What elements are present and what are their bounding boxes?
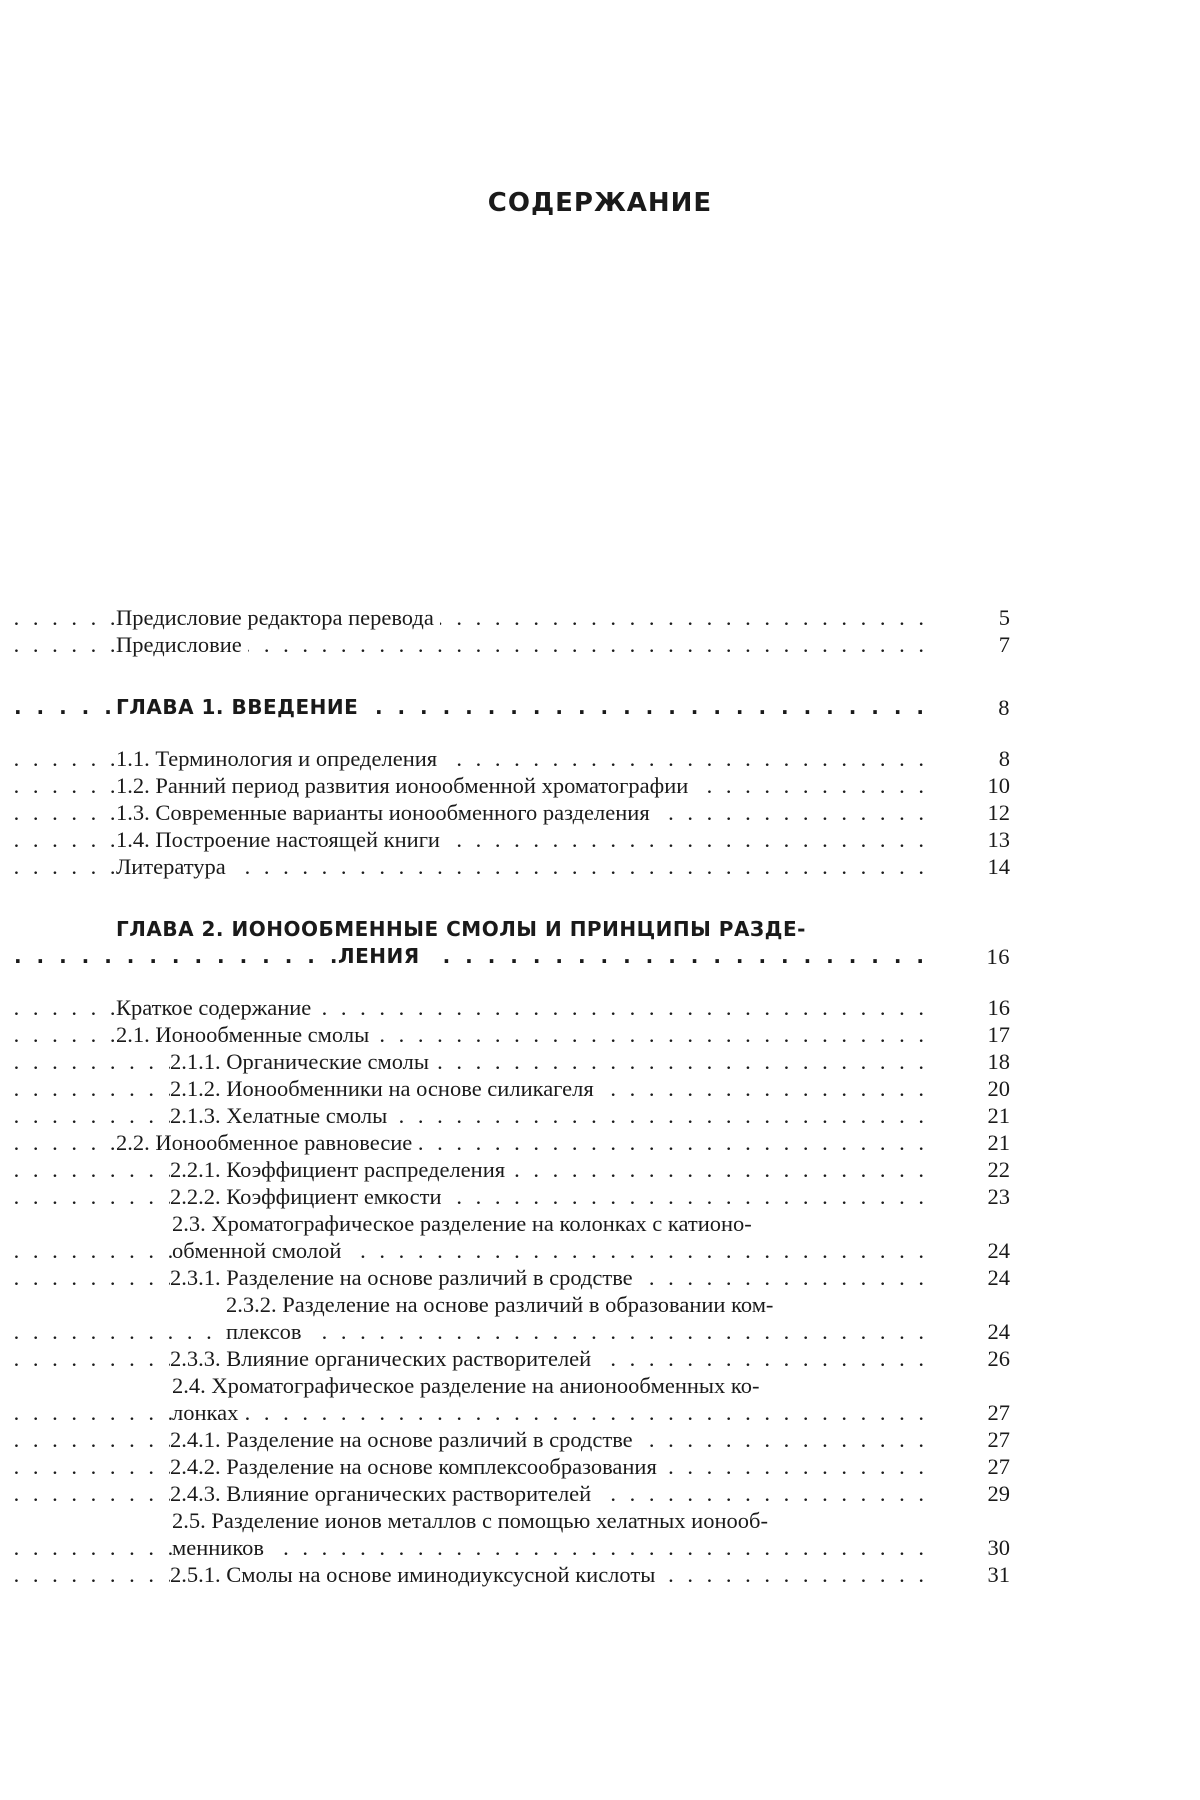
- toc-chapter-heading: [116, 694, 1016, 721]
- toc-entry: [116, 1480, 1016, 1507]
- toc-page-number: 21: [987, 1103, 1010, 1128]
- toc-spacer: [116, 721, 1016, 745]
- toc-entry: [116, 1399, 1016, 1426]
- toc-entry-title: 1.2. Ранний период развития ионообменной хроматографии: [116, 773, 694, 798]
- toc-entry-title: 2.1. Ионообменные смолы: [116, 1022, 375, 1047]
- toc-page-number: 5: [998, 605, 1010, 630]
- toc-page-number: 26: [987, 1346, 1010, 1371]
- toc-entry: [116, 631, 1016, 658]
- toc-entry: [116, 1264, 1016, 1291]
- toc-entry: [116, 1507, 1016, 1534]
- toc-entry-title: 2.3.1. Разделение на основе различий в сродстве: [170, 1265, 639, 1290]
- toc-entry-title: 2.1.2. Ионообменники на основе силикагеля: [170, 1076, 600, 1101]
- toc-page-number: 14: [987, 854, 1010, 879]
- toc-entry-title: 1.4. Построение настоящей книги: [116, 827, 446, 852]
- toc-entry-title: 2.4.3. Влияние органических растворителей: [170, 1481, 597, 1506]
- toc-entry-title: 2.1.3. Хелатные смолы: [170, 1103, 393, 1128]
- toc-entry-title: плексов: [226, 1319, 308, 1344]
- toc-entry-title: обменной смолой: [172, 1238, 347, 1263]
- toc-page-number: 13: [987, 827, 1010, 852]
- toc-page-number: 24: [987, 1265, 1010, 1290]
- table-of-contents: [116, 604, 1016, 1588]
- toc-page-number: 23: [987, 1184, 1010, 1209]
- toc-page-number: 24: [987, 1319, 1010, 1344]
- toc-page-number: 27: [987, 1454, 1010, 1479]
- toc-entry: [116, 1237, 1016, 1264]
- toc-entry: [116, 604, 1016, 631]
- toc-spacer: [116, 970, 1016, 994]
- toc-entry-title: 2.4.2. Разделение на основе комплексообразования: [170, 1454, 663, 1479]
- toc-entry: [116, 994, 1016, 1021]
- toc-page-number: 8: [998, 695, 1010, 720]
- toc-entry: [116, 1156, 1016, 1183]
- toc-entry: [116, 799, 1016, 826]
- toc-entry-title: 1.3. Современные варианты ионообменного разделения: [116, 800, 656, 825]
- toc-page-number: 18: [987, 1049, 1010, 1074]
- toc-entry: [116, 1102, 1016, 1129]
- toc-page-number: 17: [987, 1022, 1010, 1047]
- toc-entry-title: 2.3.2. Разделение на основе различий в образовании ком-: [226, 1292, 779, 1317]
- toc-spacer: [116, 658, 1016, 694]
- toc-entry: [116, 1075, 1016, 1102]
- toc-entry-title: 2.3.3. Влияние органических растворителей: [170, 1346, 597, 1371]
- toc-entry: [116, 853, 1016, 880]
- toc-page-number: 31: [987, 1562, 1010, 1587]
- toc-entry-title: 2.2.1. Коэффициент распределения: [170, 1157, 511, 1182]
- toc-entry-title: 1.1. Терминология и определения: [116, 746, 443, 771]
- toc-entry-title: Литература: [116, 854, 232, 879]
- toc-chapter-heading: [116, 916, 1016, 943]
- toc-entry: [116, 1534, 1016, 1561]
- toc-entry: [116, 745, 1016, 772]
- toc-entry: [116, 1453, 1016, 1480]
- toc-entry-title: Предисловие: [116, 632, 248, 657]
- toc-page-number: 10: [987, 773, 1010, 798]
- page-title: СОДЕРЖАНИЕ: [487, 188, 713, 218]
- toc-page-number: 27: [987, 1427, 1010, 1452]
- toc-spacer: [116, 880, 1016, 916]
- toc-entry: [116, 1021, 1016, 1048]
- toc-entry-title: 2.3. Хроматографическое разделение на колонках с катионо-: [172, 1211, 758, 1236]
- toc-entry-title: ГЛАВА 1. ВВЕДЕНИЕ: [116, 695, 364, 719]
- toc-entry-title: лонках: [172, 1400, 244, 1425]
- toc-page-number: 30: [987, 1535, 1010, 1560]
- toc-page-number: 16: [986, 944, 1010, 969]
- toc-entry: [116, 826, 1016, 853]
- toc-entry: [116, 1210, 1016, 1237]
- toc-entry: [116, 1426, 1016, 1453]
- toc-entry-title: 2.2. Ионообменное равновесие: [116, 1130, 418, 1155]
- toc-entry: [116, 1345, 1016, 1372]
- toc-chapter-heading: [116, 943, 1016, 970]
- toc-entry-title: 2.4.1. Разделение на основе различий в сродстве: [170, 1427, 639, 1452]
- toc-entry: [116, 1291, 1016, 1318]
- toc-page-number: 7: [998, 632, 1010, 657]
- toc-entry: [116, 1048, 1016, 1075]
- toc-entry-title: 2.4. Хроматографическое разделение на анионообменных ко-: [172, 1373, 765, 1398]
- toc-page-number: 12: [987, 800, 1010, 825]
- toc-entry-title: ГЛАВА 2. ИОНООБМЕННЫЕ СМОЛЫ И ПРИНЦИПЫ РАЗДЕ-: [116, 917, 812, 941]
- toc-page-number: 21: [987, 1130, 1010, 1155]
- toc-page-number: 22: [987, 1157, 1010, 1182]
- toc-entry-title: 2.1.1. Органические смолы: [170, 1049, 435, 1074]
- toc-entry: [116, 1318, 1016, 1345]
- toc-page-number: 20: [987, 1076, 1010, 1101]
- toc-entry: [116, 772, 1016, 799]
- toc-page-number: 29: [987, 1481, 1010, 1506]
- toc-entry-title: 2.2.2. Коэффициент емкости: [170, 1184, 448, 1209]
- toc-entry-title: менников: [172, 1535, 270, 1560]
- toc-page-number: 16: [987, 995, 1010, 1020]
- toc-entry: [116, 1561, 1016, 1588]
- toc-page-number: 27: [987, 1400, 1010, 1425]
- toc-entry-title: ЛЕНИЯ: [338, 944, 426, 968]
- toc-entry: [116, 1129, 1016, 1156]
- toc-entry: [116, 1183, 1016, 1210]
- toc-entry-title: 2.5. Разделение ионов металлов с помощью хелатных ионооб-: [172, 1508, 774, 1533]
- toc-entry-title: 2.5.1. Смолы на основе иминодиуксусной кислоты: [170, 1562, 661, 1587]
- toc-page-number: 8: [998, 746, 1010, 771]
- toc-entry-title: Предисловие редактора перевода: [116, 605, 440, 630]
- toc-entry-title: Краткое содержание: [116, 995, 317, 1020]
- toc-page-number: 24: [987, 1238, 1010, 1263]
- toc-entry: [116, 1372, 1016, 1399]
